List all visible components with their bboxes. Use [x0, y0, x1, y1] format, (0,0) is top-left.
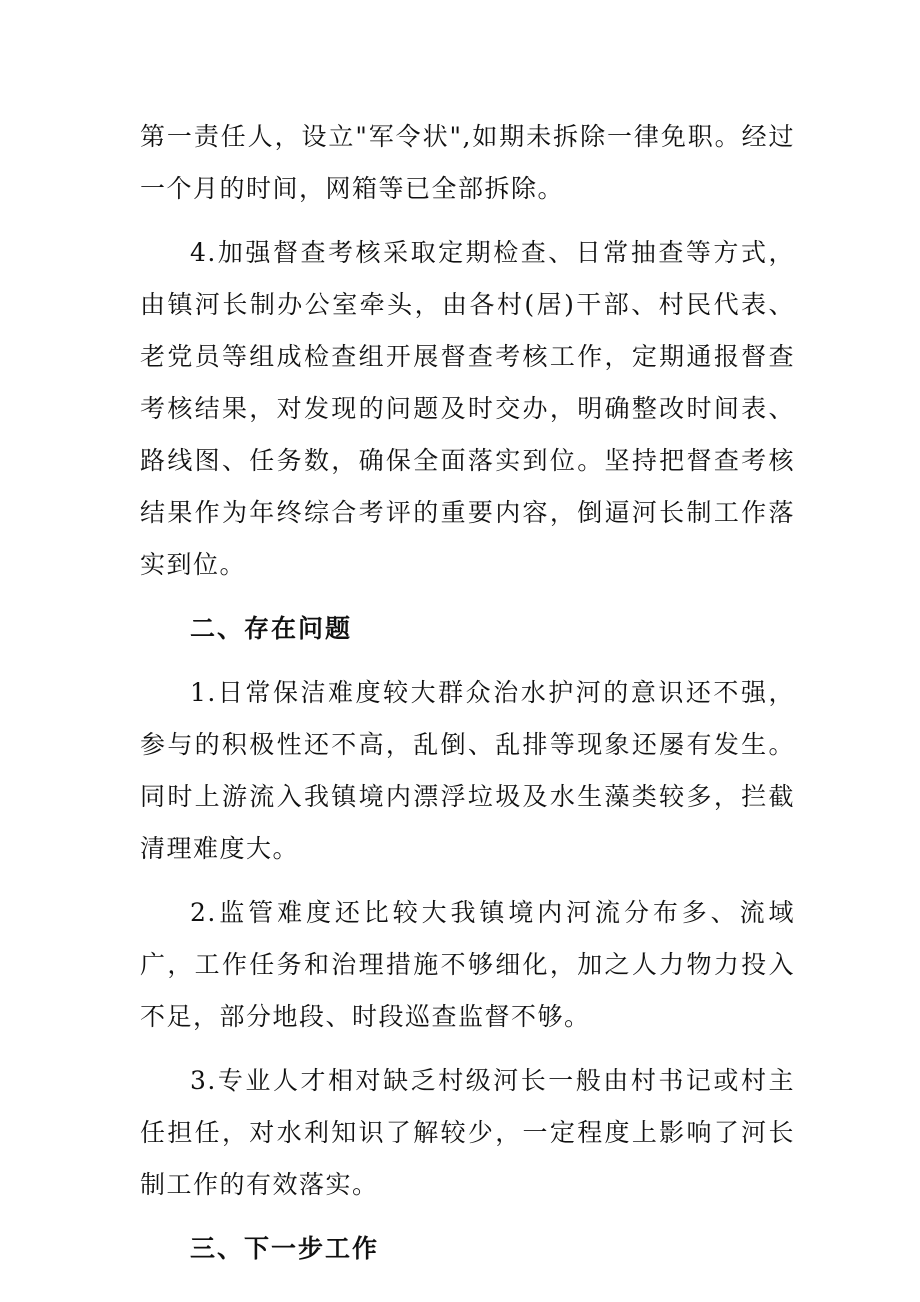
section-heading-existing-problems: 二、存在问题: [190, 614, 353, 643]
section-heading-next-steps: 三、下一步工作: [190, 1234, 380, 1263]
paragraph-daily-cleaning: 1.日常保洁难度较大群众治水护河的意识还不强，参与的积极性还不高，乱倒、乱排等现象还屡有发生。同时上游流入我镇境内漂浮垃圾及水生藻类较多，拦截清理难度大。: [140, 678, 795, 863]
paragraph-professional-talent: 3.专业人才相对缺乏村级河长一般由村书记或村主任担任，对水利知识了解较少，一定程度上影响了河长制工作的有效落实。: [140, 1066, 795, 1199]
paragraph-supervision-assessment: 4.加强督查考核采取定期检查、日常抽查等方式，由镇河长制办公室牵头，由各村(居)干部、村民代表、老党员等组成检查组开展督查考核工作，定期通报督查考核结果，对发现的问题及时交办，明确整改时间表、路线图、任务数，确保全面落实到位。坚持把督查考核结果作为年终综合考评的重要内容，倒逼河长制工作落实到位。: [140, 238, 795, 579]
paragraph-continuation: 第一责任人，设立"军令状",如期未拆除一律免职。经过一个月的时间，网箱等已全部拆除。: [140, 122, 795, 203]
document-body: [140, 111, 795, 1285]
paragraph-supervision-difficulty: 2.监管难度还比较大我镇境内河流分布多、流域广，工作任务和治理措施不够细化，加之人力物力投入不足，部分地段、时段巡查监督不够。: [140, 898, 795, 1031]
